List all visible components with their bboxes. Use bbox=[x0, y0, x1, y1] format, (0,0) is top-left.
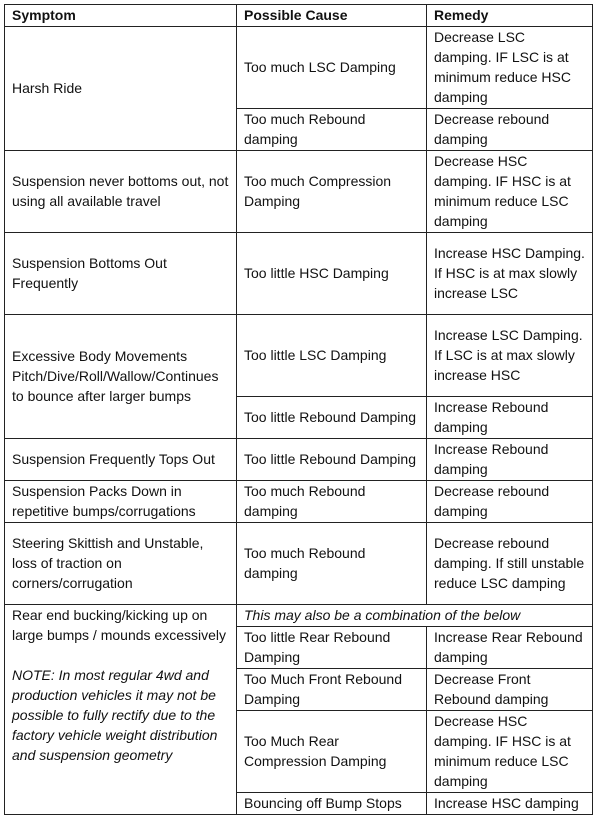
symptom-cell: Excessive Body Movements Pitch/Dive/Roll/Wallow/Continues to bounce after larger bumps bbox=[5, 315, 237, 439]
remedy-cell: Decrease Front Rebound damping bbox=[427, 669, 593, 711]
remedy-cell: Increase Rebound damping bbox=[427, 397, 593, 439]
header-possible-cause: Possible Cause bbox=[237, 5, 427, 27]
table-row bbox=[5, 481, 593, 523]
cause-cell: Too much Compression Damping bbox=[237, 151, 427, 233]
cause-cell: Too Much Rear Compression Damping bbox=[237, 711, 427, 793]
symptom-cell bbox=[5, 605, 237, 815]
cause-cell: Too little Rebound Damping bbox=[237, 397, 427, 439]
suspension-troubleshooting-table bbox=[4, 4, 593, 815]
symptom-cell: Suspension Bottoms Out Frequently bbox=[5, 233, 237, 315]
table-row bbox=[5, 523, 593, 605]
cause-cell: Too Much Front Rebound Damping bbox=[237, 669, 427, 711]
combination-note: This may also be a combination of the below bbox=[237, 605, 593, 627]
remedy-cell: Decrease rebound damping bbox=[427, 481, 593, 523]
remedy-cell: Increase HSC damping bbox=[427, 793, 593, 815]
table-row bbox=[5, 605, 593, 627]
cause-cell: Too little Rebound Damping bbox=[237, 439, 427, 481]
table-row bbox=[5, 439, 593, 481]
cause-cell: Too much LSC Damping bbox=[237, 27, 427, 109]
remedy-cell: Increase Rebound damping bbox=[427, 439, 593, 481]
remedy-cell: Decrease rebound damping bbox=[427, 109, 593, 151]
symptom-note: NOTE: In most regular 4wd and production vehicles it may not be possible to fully rectify due to the factory vehicle weight distribution and suspension geometry bbox=[12, 667, 218, 763]
remedy-cell: Increase HSC Damping. If HSC is at max slowly increase LSC bbox=[427, 233, 593, 315]
cause-cell: Too much Rebound damping bbox=[237, 523, 427, 605]
remedy-cell: Decrease HSC damping. IF HSC is at minimum reduce LSC damping bbox=[427, 151, 593, 233]
symptom-cell: Suspension Frequently Tops Out bbox=[5, 439, 237, 481]
remedy-cell: Decrease LSC damping. IF LSC is at minimum reduce HSC damping bbox=[427, 27, 593, 109]
cause-cell: Too much Rebound damping bbox=[237, 481, 427, 523]
cause-cell: Too little HSC Damping bbox=[237, 233, 427, 315]
table-wrapper bbox=[4, 4, 593, 815]
remedy-cell: Increase LSC Damping. If LSC is at max slowly increase HSC bbox=[427, 315, 593, 397]
cause-cell: Too much Rebound damping bbox=[237, 109, 427, 151]
symptom-text: Rear end bucking/kicking up on large bumps / mounds excessively bbox=[12, 607, 226, 643]
header-symptom: Symptom bbox=[5, 5, 237, 27]
cause-cell: Too little Rear Rebound Damping bbox=[237, 627, 427, 669]
cause-cell: Bouncing off Bump Stops bbox=[237, 793, 427, 815]
remedy-cell: Decrease HSC damping. IF HSC is at minimum reduce LSC damping bbox=[427, 711, 593, 793]
table-row bbox=[5, 315, 593, 397]
header-row bbox=[5, 5, 593, 27]
table-row bbox=[5, 27, 593, 109]
symptom-cell: Suspension Packs Down in repetitive bumps/corrugations bbox=[5, 481, 237, 523]
remedy-cell: Decrease rebound damping. If still unstable reduce LSC damping bbox=[427, 523, 593, 605]
table-row bbox=[5, 151, 593, 233]
table-row bbox=[5, 233, 593, 315]
remedy-cell: Increase Rear Rebound damping bbox=[427, 627, 593, 669]
cause-cell: Too little LSC Damping bbox=[237, 315, 427, 397]
symptom-cell: Suspension never bottoms out, not using all available travel bbox=[5, 151, 237, 233]
header-remedy: Remedy bbox=[427, 5, 593, 27]
symptom-cell: Steering Skittish and Unstable, loss of traction on corners/corrugation bbox=[5, 523, 237, 605]
symptom-cell: Harsh Ride bbox=[5, 27, 237, 151]
